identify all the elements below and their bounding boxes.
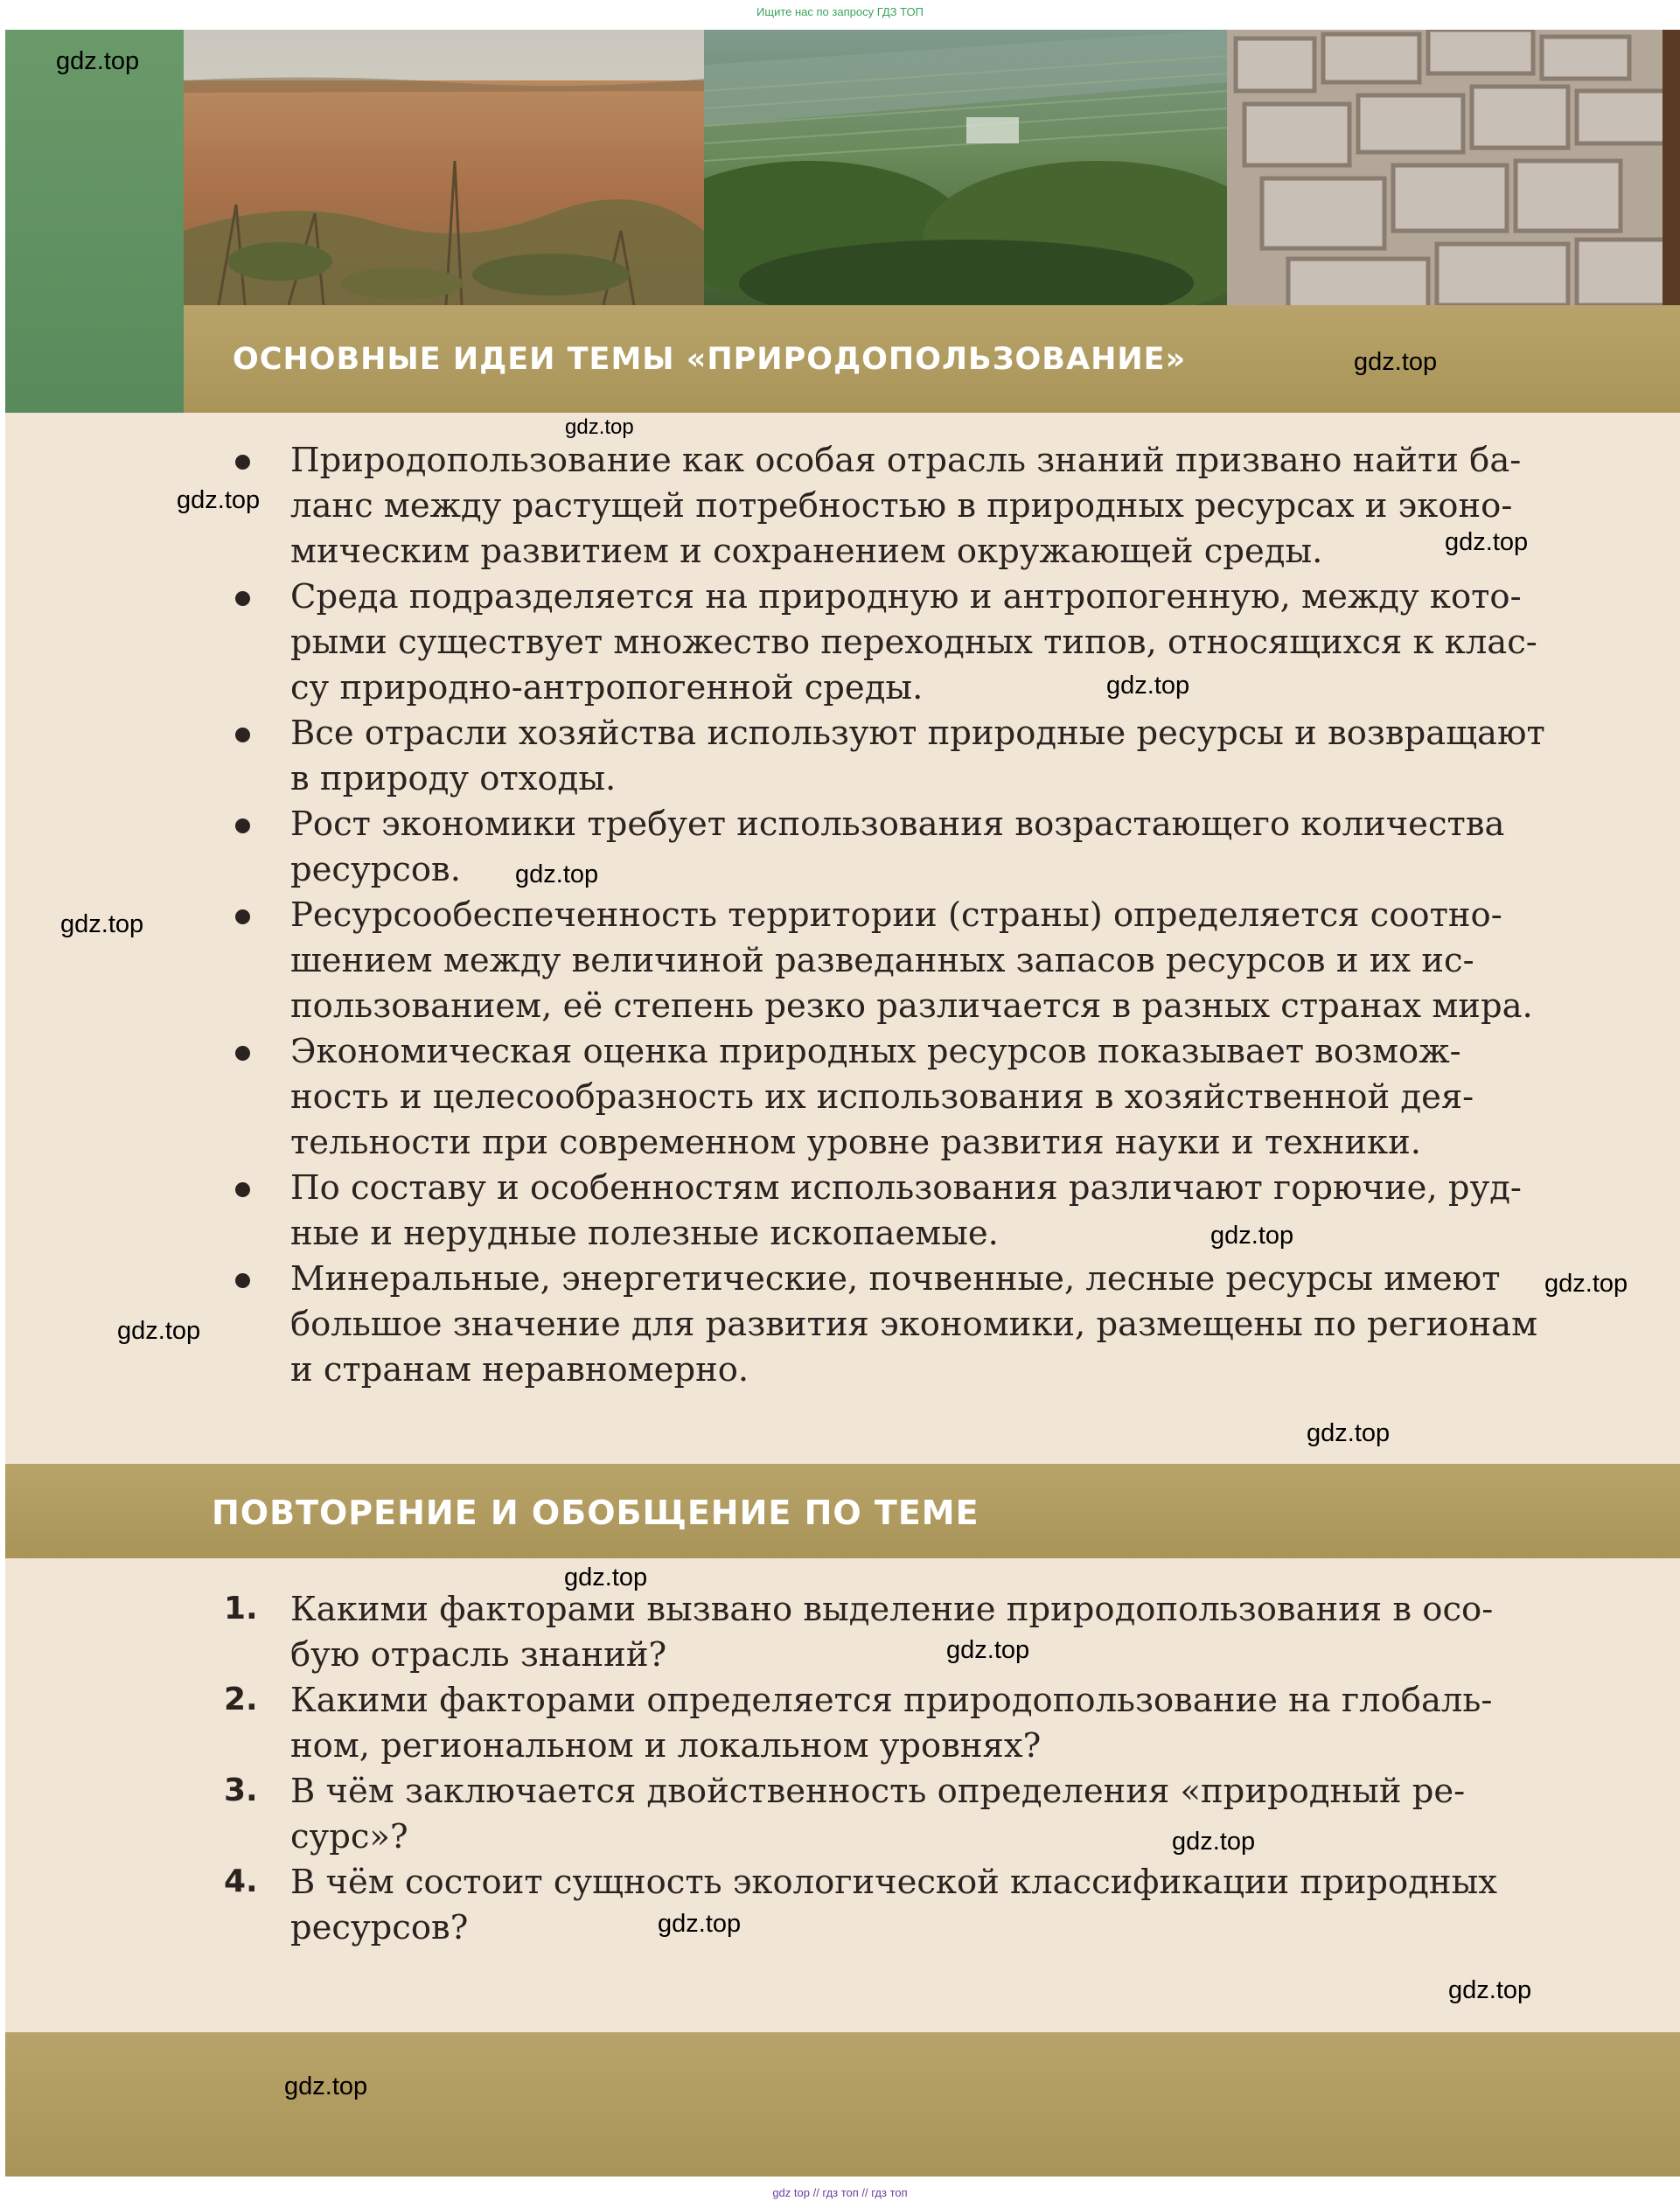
watermark: gdz.top [1448,1976,1532,2004]
bullet-line: ланс между растущей потребностью в природных ресурсах и эконо- [290,486,1513,526]
review-title: ПОВТОРЕНИЕ И ОБОБЩЕНИЕ ПО ТЕМЕ [212,1494,979,1532]
bullet-line: шением между величиной разведанных запасов ресурсов и их ис- [290,941,1474,980]
question-line: В чём состоит сущность экологической классификации природных [290,1863,1497,1902]
bullet-line: ные и нерудные полезные ископаемые. [290,1214,999,1253]
watermark: gdz.top [56,47,140,75]
watermark: gdz.top [946,1636,1030,1664]
question-line: сурс»? [290,1817,408,1856]
bullet-line: Рост экономики требует использования возрастающего количества [290,804,1505,844]
bullet-line: ность и целесообразность их использования в хозяйственной дея- [290,1077,1474,1117]
bullet-line: Ресурсообеспеченность территории (страны) определяется соотно- [290,895,1502,935]
bullet-dot [235,1046,250,1061]
bullet-line: су природно-антропогенной среды. [290,668,924,707]
question-line: Какими факторами определяется природопользование на глобаль- [290,1681,1493,1720]
watermark: gdz.top [117,1317,201,1345]
watermark: gdz.top [1210,1222,1294,1250]
bullet-dot [235,728,250,742]
bullet-line: Природопользование как особая отрасль знаний призвано найти ба- [290,441,1522,480]
bullet-line: пользованием, её степень резко различается в разных странах мира. [290,986,1533,1026]
bullet-dot [235,1273,250,1288]
question-number: 2. [224,1682,258,1717]
savanna-photo [184,30,704,305]
watermark: gdz.top [1354,348,1438,376]
top-site-link[interactable]: Ищите нас по запросу ГДЗ ТОП [756,5,924,18]
review-band [5,1464,1680,1558]
bullet-line: мическим развитием и сохранением окружающей среды. [290,532,1323,571]
bullet-line: Среда подразделяется на природную и антропогенную, между кото- [290,577,1522,616]
watermark: gdz.top [1445,528,1529,556]
bullet-line: Экономическая оценка природных ресурсов показывает возмож- [290,1032,1461,1071]
watermark: gdz.top [564,1564,648,1592]
watermark: gdz.top [658,1910,742,1938]
bullet-line: тельности при современном уровне развития науки и техники. [290,1123,1422,1162]
question-line: В чём заключается двойственность определения «природный ре- [290,1772,1466,1811]
bullet-line: и странам неравномерно. [290,1350,749,1390]
bottom-site-links[interactable]: gdz top // гдз топ // гдз топ [772,2186,908,2199]
watermark: gdz.top [177,486,261,514]
bullet-dot [235,909,250,924]
watermark: gdz.top [284,2072,368,2100]
bullet-dot [235,455,250,470]
main-ideas-title: ОСНОВНЫЕ ИДЕИ ТЕМЫ «ПРИРОДОПОЛЬЗОВАНИЕ» [233,342,1187,377]
watermark: gdz.top [60,910,144,938]
watermark: gdz.top [1544,1270,1628,1298]
question-line: Какими факторами вызвано выделение природопользования в осо- [290,1590,1494,1629]
watermark: gdz.top [565,415,634,439]
terrace-hills-photo [704,30,1227,305]
watermark: gdz.top [1172,1828,1256,1856]
footer-band [5,2032,1680,2177]
question-number: 4. [224,1863,258,1899]
bullet-line: Все отрасли хозяйства используют природные ресурсы и возвращают [290,714,1545,753]
question-line: ном, региональном и локальном уровнях? [290,1726,1042,1766]
question-line: ресурсов? [290,1908,469,1947]
watermark: gdz.top [1106,672,1190,700]
bullet-dot [235,591,250,606]
green-side-strip [5,30,184,413]
question-number: 1. [224,1591,258,1626]
salt-pans-photo [1227,30,1680,305]
watermark: gdz.top [515,860,599,888]
header-photos [184,30,1680,305]
bullet-line: ресурсов. [290,850,461,889]
main-ideas-band [184,305,1680,413]
bullet-line: Минеральные, энергетические, почвенные, лесные ресурсы имеют [290,1259,1501,1299]
question-number: 3. [224,1773,258,1808]
watermark: gdz.top [1307,1419,1391,1447]
question-line: бую отрасль знаний? [290,1635,667,1675]
bullet-line: в природу отходы. [290,759,617,798]
bullet-line: По составу и особенностям использования различают горючие, руд- [290,1168,1522,1208]
bullet-line: рыми существует множество переходных типов, относящихся к клас- [290,623,1537,662]
bullet-dot [235,818,250,833]
bullet-dot [235,1182,250,1197]
bullet-line: большое значение для развития экономики, размещены по регионам [290,1305,1538,1344]
